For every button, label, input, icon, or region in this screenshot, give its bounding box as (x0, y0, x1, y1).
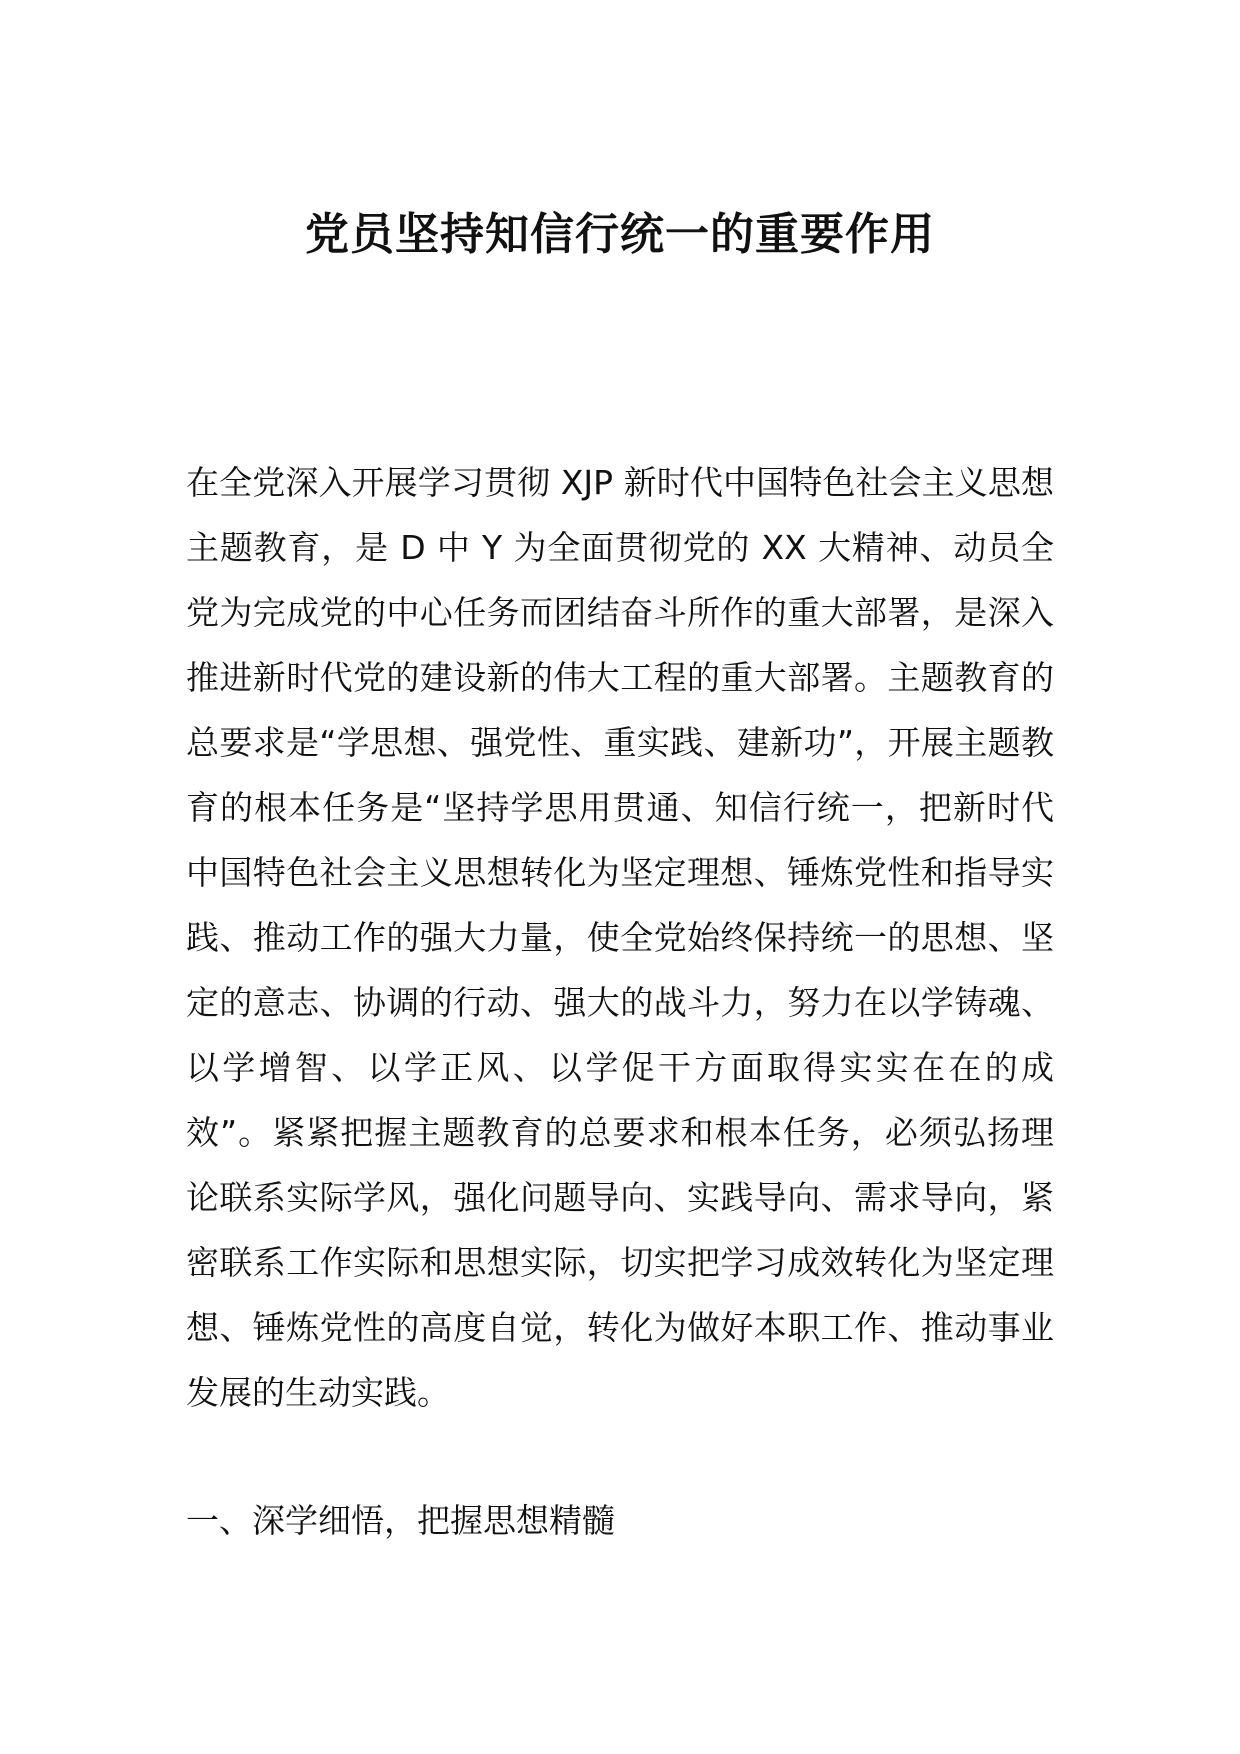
intro-paragraph: 在全党深入开展学习贯彻 XJP 新时代中国特色社会主义思想主题教育，是 D 中 Y 为全面贯彻党的 XX 大精神、动员全党为完成党的中心任务而团结奋斗所作的重大部署，是深入推进新时代党的建设新的伟大工程的重大部署。主题教育的总要求是“学思想、强党性、重实践、建新功”，开展主题教育的根本任务是“坚持学思用贯通、知信行统一，把新时代中国特色社会主义思想转化为坚定理想、锤炼党性和指导实践、推动工作的强大力量，使全党始终保持统一的思想、坚定的意志、协调的行动、强大的战斗力，努力在以学铸魂、以学增智、以学正风、以学促干方面取得实实在在的成效”。紧紧把握主题教育的总要求和根本任务，必须弘扬理论联系实际学风，强化问题导向、实践导向、需求导向，紧密联系工作实际和思想实际，切实把学习成效转化为坚定理想、锤炼党性的高度自觉，转化为做好本职工作、推动事业发展的生动实践。 (186, 463, 1054, 1412)
document-title: 党员坚持知信行统一的重要作用 (305, 209, 935, 260)
section-heading: 一、深学细悟，把握思想精髓 (186, 1501, 615, 1540)
